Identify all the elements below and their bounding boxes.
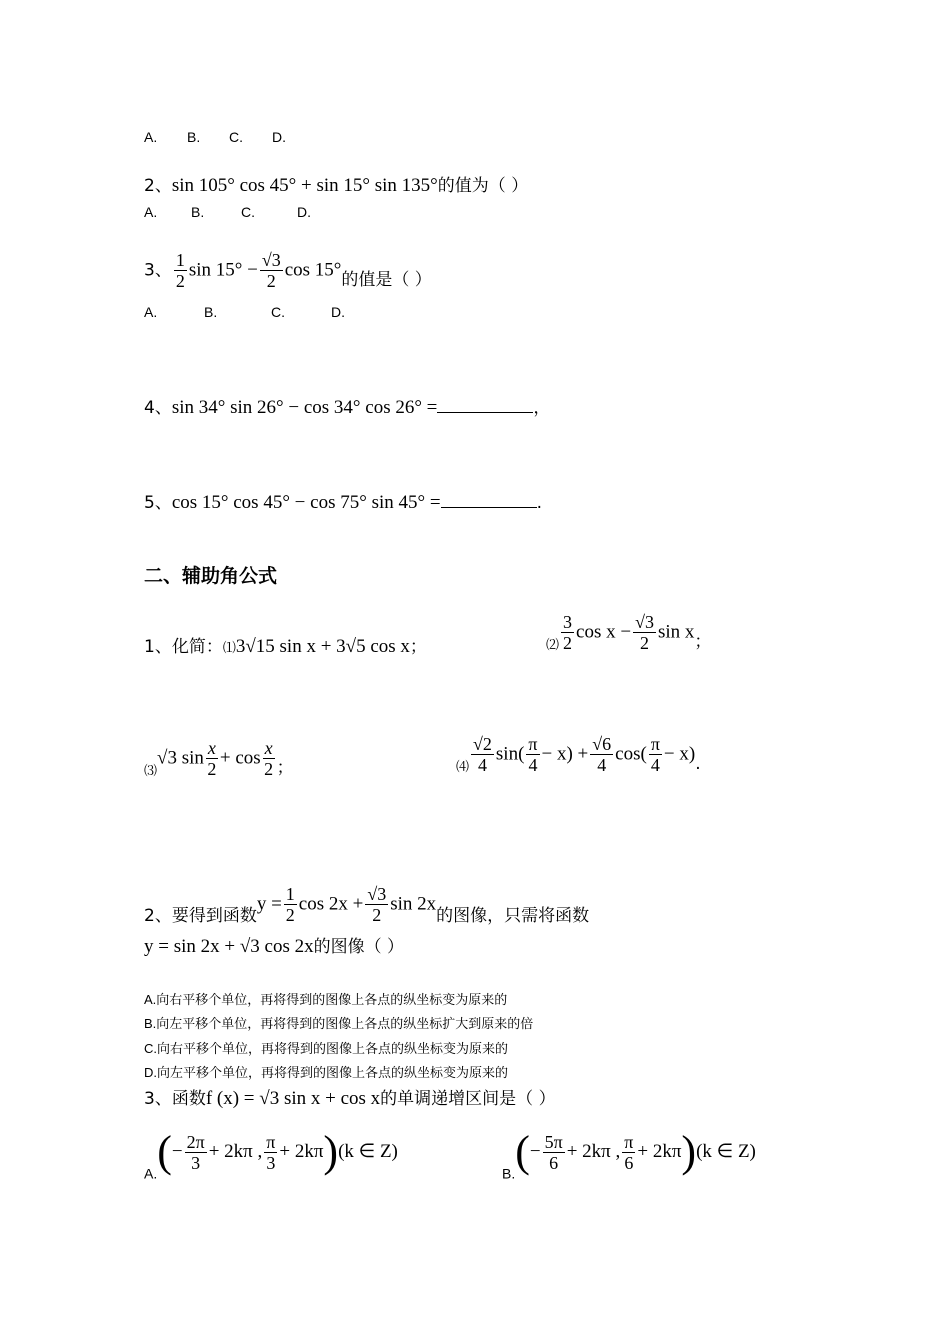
math-expression: sin 105° cos 45° + sin 15° sin 135° [171, 175, 438, 196]
question-tail: 的值是（ ） [341, 270, 432, 290]
math-expression: sin 34° sin 26° − cos 34° cos 26° = [171, 397, 438, 418]
option-c: C. [241, 204, 255, 220]
fraction: $\frac{\pi}{6}$ [624, 1131, 634, 1173]
option-d: D. [297, 204, 311, 220]
minus-sign: − [529, 1141, 541, 1162]
option-b: B. [204, 304, 218, 320]
part-label: ⑵ [546, 637, 560, 652]
left-paren: ( [515, 1127, 530, 1176]
question-tail: 的图像（ ） [313, 937, 405, 957]
math-term: sin( [495, 743, 525, 765]
q1-options [144, 129, 344, 149]
fraction: $\frac{1}{2}$ [285, 884, 295, 925]
math-term: − x) [663, 743, 696, 765]
punctuation: ； [276, 758, 294, 778]
math-term: y = [256, 893, 282, 915]
fraction: $\frac{√3}{2}$ [367, 884, 387, 925]
s2-question-3 [144, 1088, 556, 1110]
minus-sign: − [171, 1141, 183, 1162]
s2-question-1-part-3 [144, 738, 294, 782]
fraction: $\frac{5\pi}{6}$ [544, 1131, 563, 1173]
s2q2-option-b: B.向左平移个单位，再将得到的图像上各点的纵坐标扩大到原来的倍 [144, 1016, 534, 1031]
fraction: $\frac{x}{2}$ [207, 738, 217, 779]
math-term: + 2kπ , [208, 1141, 263, 1162]
math-term: cos 15° [284, 259, 342, 281]
question-number: 3、 [144, 260, 172, 281]
option-label: A. [144, 1165, 158, 1182]
fraction: $\frac{\pi}{3}$ [266, 1131, 276, 1173]
math-term: + 2kπ [279, 1141, 324, 1162]
s2q2-option-a: A.向右平移个单位，再将得到的图像上各点的纵坐标变为原来的 [144, 992, 508, 1007]
punctuation: . [695, 754, 701, 774]
s2-question-1-part-4 [456, 734, 701, 778]
math-term: (k ∈ Z) [696, 1141, 756, 1162]
fraction: $\frac{\pi}{4}$ [650, 734, 660, 775]
option-b: B. [187, 129, 201, 145]
q3-options [144, 304, 364, 324]
option-label: B. [502, 1165, 516, 1182]
right-paren: ) [323, 1127, 339, 1176]
option-c: C. [271, 304, 285, 320]
s2-question-2 [144, 884, 589, 927]
math-expression: cos 15° cos 45° − cos 75° sin 45° = [171, 492, 441, 513]
s2q3-option-b [502, 1127, 756, 1185]
fraction: $\frac{2\pi}{3}$ [186, 1131, 205, 1173]
option-a: A. [144, 304, 158, 320]
fraction: $\frac{√3}{2}$ [261, 250, 281, 291]
option-a: A. [144, 204, 158, 220]
section-title: 二、辅助角公式 [144, 565, 278, 587]
question-4 [144, 394, 550, 419]
question-number: 1、化简： [144, 637, 223, 657]
question-number: 4、 [144, 398, 172, 418]
math-term: + 2kπ , [566, 1141, 621, 1162]
math-term: cos x − [576, 621, 632, 643]
math-term: cos 2x + [298, 893, 364, 915]
left-paren: ( [157, 1127, 172, 1176]
s2-question-2-line-2 [144, 936, 404, 958]
question-number: 3、函数 [144, 1089, 206, 1109]
punctuation: . [536, 493, 542, 513]
question-tail: 的值为（ ） [437, 176, 529, 196]
question-number: 5、 [144, 493, 172, 513]
question-tail: 的单调递增区间是（ ） [380, 1089, 556, 1109]
part-label: ⑶ [144, 763, 158, 778]
fraction: $\frac{√2}{4}$ [473, 734, 492, 775]
fraction: $\frac{x}{2}$ [264, 738, 274, 779]
s2-question-1 [144, 636, 427, 659]
right-paren: ) [681, 1127, 697, 1176]
part-label: ⑷ [456, 759, 470, 774]
fraction: $\frac{3}{2}$ [563, 612, 573, 653]
math-term: √3 sin [157, 747, 204, 769]
answer-blank[interactable] [441, 489, 537, 508]
option-a: A. [144, 129, 158, 145]
part-label: ⑴ [222, 640, 236, 655]
question-number: 2、要得到函数 [144, 906, 257, 926]
math-term: sin 15° − [188, 259, 258, 281]
math-term: + 2kπ [637, 1141, 682, 1162]
fraction: $\frac{√6}{4}$ [592, 734, 612, 775]
option-d: D. [272, 129, 286, 145]
q2-options [144, 204, 344, 224]
math-term: (k ∈ Z) [338, 1141, 398, 1162]
answer-blank[interactable] [437, 394, 533, 413]
math-term: cos( [615, 743, 647, 765]
math-expression: y = sin 2x + √3 cos 2x [144, 936, 314, 957]
s2q2-option-d: D.向左平移个单位，再将得到的图像上各点的纵坐标变为原来的 [144, 1065, 509, 1080]
punctuation: ； [409, 637, 427, 657]
math-term: + cos [219, 747, 261, 769]
option-b: B. [191, 204, 205, 220]
fraction: $\frac{1}{2}$ [175, 250, 185, 291]
math-term: sin x [657, 621, 695, 643]
question-5 [144, 489, 542, 514]
math-expression: f (x) = √3 sin x + cos x [205, 1088, 381, 1109]
punctuation: ， [533, 398, 551, 418]
question-number: 2、 [144, 176, 172, 196]
question-tail: 的图像，只需将函数 [436, 906, 590, 926]
s2q2-option-c: C.向右平移个单位，再将得到的图像上各点的纵坐标变为原来的 [144, 1041, 509, 1056]
punctuation: ； [694, 632, 712, 652]
math-expression: 3√15 sin x + 3√5 cos x [235, 636, 410, 657]
fraction: $\frac{\pi}{4}$ [528, 734, 538, 775]
option-d: D. [331, 304, 345, 320]
s2-question-1-part-2 [546, 612, 711, 656]
question-2 [144, 175, 528, 197]
math-term: − x) + [541, 743, 589, 765]
fraction: $\frac{√3}{2}$ [635, 612, 654, 653]
math-term: sin 2x [390, 893, 437, 915]
s2q3-option-a [144, 1127, 398, 1185]
question-3 [144, 250, 432, 291]
option-c: C. [229, 129, 243, 145]
